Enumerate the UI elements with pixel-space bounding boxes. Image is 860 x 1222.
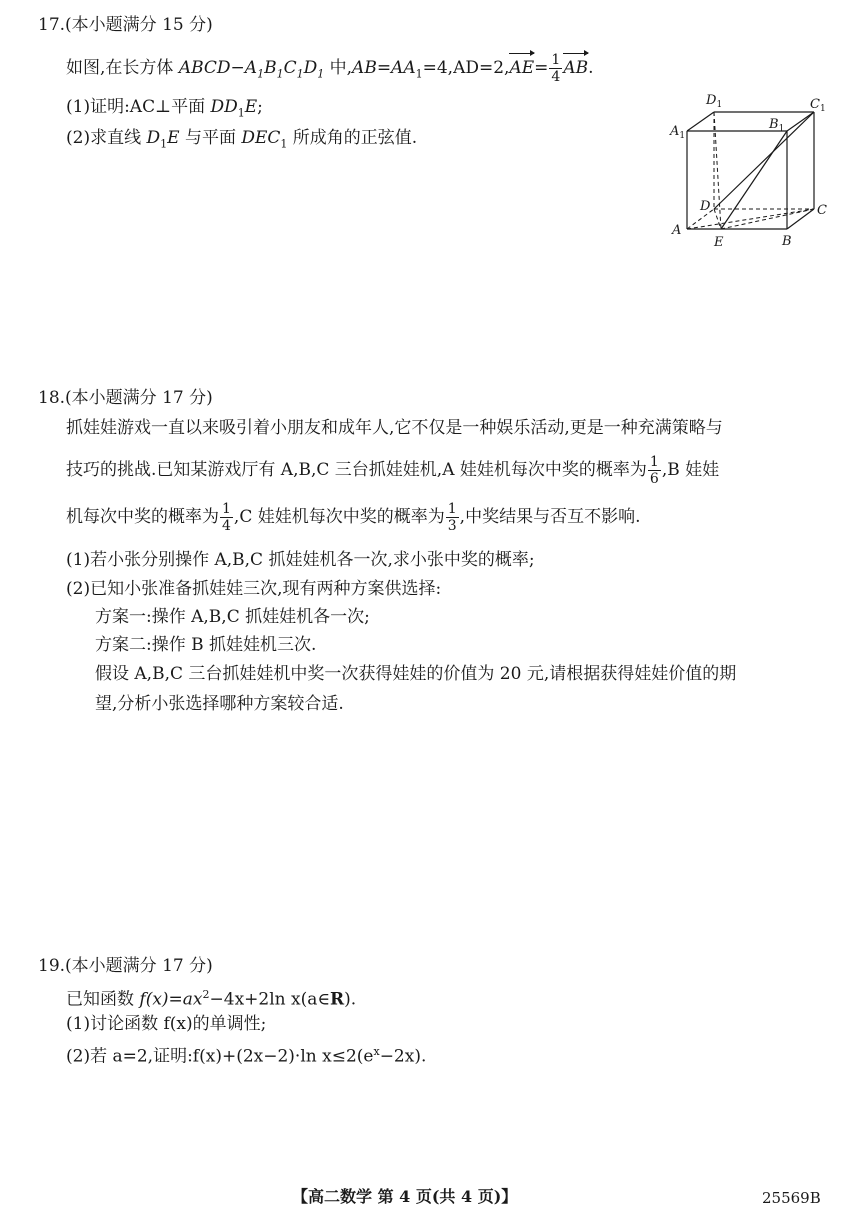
q17-part2: (2)求直线 $D_1E$ 与平面 $DEC_1$ 所成角的正弦值. — [66, 128, 418, 151]
fraction-one-quarter-b: $\frac{1}{4}$ — [222, 501, 231, 534]
label-D1: $D_1$ — [706, 93, 723, 110]
label-A1: $A_1$ — [670, 124, 686, 141]
edge-B1C1 — [787, 112, 814, 131]
q18-score: (本小题满分 17 分) — [65, 388, 213, 408]
q18-line2: 技巧的挑战.已知某游戏厅有 A,B,C 三台抓娃娃机,A 娃娃机每次中奖的概率为 $\frac{1}{6}$ ,B 娃娃 — [66, 454, 720, 487]
q19-score: (本小题满分 17 分) — [65, 956, 213, 976]
q17-header — [38, 14, 213, 36]
q19-given: 已知函数 $f(x)=ax^2-4x+2\ln$ x(a∈R). — [66, 988, 357, 1010]
label-A: A — [672, 223, 682, 238]
edge-A1D1 — [687, 112, 714, 131]
fraction-one-quarter: $\frac{1}{4}$ — [551, 52, 561, 85]
q18-part2: (2)已知小张准备抓娃娃三次,现有两种方案供选择: — [66, 579, 442, 599]
label-D: D — [700, 199, 711, 214]
label-C: C — [817, 203, 827, 218]
q19-number: 19. — [38, 956, 66, 976]
label-C1: $C_1$ — [810, 97, 826, 114]
vector-AE: AE — [509, 55, 534, 81]
edge-BC — [787, 209, 814, 229]
q19-header — [38, 955, 213, 977]
cuboid-figure — [668, 88, 838, 250]
q18-header — [38, 387, 213, 409]
segment-C1D — [714, 112, 814, 209]
q18-part1: (1)若小张分别操作 A,B,C 抓娃娃机各一次,求小张中奖的概率; — [66, 550, 535, 570]
paper-code: 25569B — [762, 1189, 821, 1207]
page-footer: 【高二数学 第 4 页(共 4 页)】 — [292, 1187, 518, 1206]
fraction-one-third: $\frac{1}{3}$ — [447, 501, 457, 534]
label-E: E — [714, 235, 724, 250]
fraction-one-sixth: $\frac{1}{6}$ — [649, 454, 659, 487]
q18-line3: 机每次中奖的概率为 $\frac{1}{4}$ ,C 娃娃机每次中奖的概率为 $\frac{1}{3}$ ,中奖结果与否互不影响. — [66, 501, 641, 534]
q18-plan2: 方案二:操作 B 抓娃娃机三次. — [95, 635, 317, 655]
label-B1: $B_1$ — [769, 117, 785, 134]
q18-assume-line2: 望,分析小张选择哪种方案较合适. — [95, 694, 344, 714]
segment-B1E — [721, 131, 787, 229]
q17-score: (本小题满分 15 分) — [65, 15, 213, 35]
q17-part1: (1)证明:AC⊥平面 $DD_1E$; — [66, 97, 263, 120]
q18-line1: 抓娃娃游戏一直以来吸引着小朋友和成年人,它不仅是一种娱乐活动,更是一种充满策略与 — [66, 418, 723, 438]
q18-plan1: 方案一:操作 A,B,C 抓娃娃机各一次; — [95, 607, 370, 627]
q19-part1: (1)讨论函数 f(x)的单调性; — [66, 1014, 267, 1034]
q17-number: 17. — [38, 15, 66, 35]
vector-AB: AB — [563, 55, 588, 81]
q18-assume-line1: 假设 A,B,C 三台抓娃娃机中奖一次获得娃娃的价值为 20 元,请根据获得娃娃价值的期 — [95, 664, 737, 684]
q17-solid-base: $ABCD-A_1B_1C_1D_1$ — [178, 58, 325, 81]
q19-part2: (2)若 a=2,证明:f(x)+(2x−2)·ln $x\le 2(e^x-2x)$. — [66, 1045, 427, 1067]
label-B: B — [782, 234, 792, 249]
q17-stem: 如图,在长方体 $ABCD-A_1B_1C_1D_1$ 中$,AB=AA_1=4,AD=2,AE=$ $\frac{1}{4}$ AB. — [66, 52, 594, 85]
q18-number: 18. — [38, 388, 66, 408]
